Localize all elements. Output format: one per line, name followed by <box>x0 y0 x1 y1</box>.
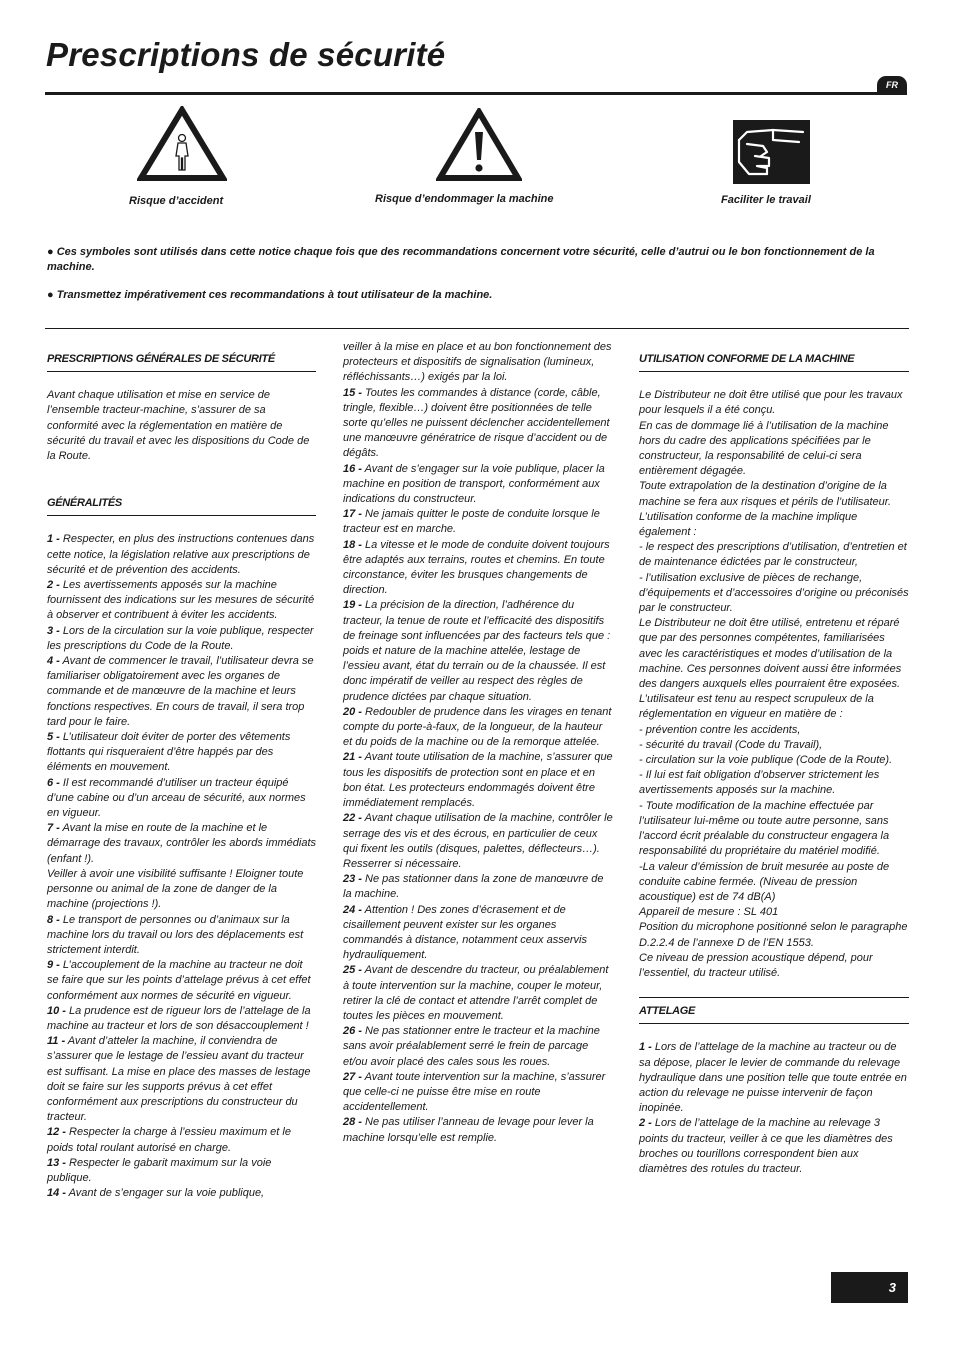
paragraph: En cas de dommage lié à l’utilisation de la machine hors du cadre des applications spécifiées par le constructeur, la responsabilité de celui-ci sera entièrement dégagée. <box>639 419 889 478</box>
section-title-generalities: GÉNÉRALITÉS <box>47 496 316 516</box>
list-item: 21 - Avant toute utilisation de la machine, s’assurer que tous les dispositifs de protection sont en place et en bon état. Les protecteurs endommagés doivent être immédiatement remplacés. <box>343 751 613 810</box>
paragraph: - Toute modification de la machine effectuée par l’utilisateur lui-même ou toute autre personne, sans l’accord écrit préalable du constructeur engagera la responsabilité du propriétaire du matériel modifié. <box>639 799 890 858</box>
paragraph: - l’utilisation exclusive de pièces de rechange, d’équipements et d’accessoires d’origine ou préconisés par le constructeur. <box>639 571 909 615</box>
list-item: 7 - Avant la mise en route de la machine et le démarrage des travaux, contrôler les abords immédiats (enfant !). <box>47 822 317 865</box>
paragraph: L’utilisateur est tenu au respect scrupuleux de la réglementation en vigueur en matière de : <box>639 693 874 721</box>
list-item: 27 - Avant toute intervention sur la machine, s’assurer que celle-ci ne puisse être mise en route accidentellement. <box>343 1070 606 1114</box>
title-rule <box>45 92 907 95</box>
page-title: Prescriptions de sécurité <box>46 36 446 73</box>
paragraph: Le Distributeur ne doit être utilisé, entretenu et réparé que par des personnes compétentes, familiarisées avec les caractéristiques et modes d’utilisation de la machine. Ces personnes doivent aussi être informées des dangers auxquels elles pourraient être exposées. <box>639 617 902 691</box>
continuation-text: veiller à la mise en place et au bon fonctionnement des protecteurs et dispositifs de signalisation (lumineux, réfléchissants…) exigés par la loi. <box>343 341 612 384</box>
list-item: 1 - Respecter, en plus des instructions contenues dans cette notice, la législation relative aux prescriptions de sécurité et de prévention des accidents. <box>47 533 315 576</box>
section-title-general-safety: PRESCRIPTIONS GÉNÉRALES DE SÉCURITÉ <box>47 352 316 372</box>
list-item: 24 - Attention ! Des zones d’écrasement et de cisaillement peuvent exister sur les organes commandés à distance, notamment ceux asservis hydrauliquement. <box>343 903 587 962</box>
paragraph: Position du microphone positionné selon le paragraphe D.2.2.4 de l’annexe D de l’EN 1553. <box>639 921 908 949</box>
list-item: 25 - Avant de descendre du tracteur, ou préalablement à toute intervention sur la machine, couper le moteur, retirer la clé de contact et attendre l’arrêt complet de toutes les pièces en mouvement. <box>343 964 609 1022</box>
section-separator <box>45 328 909 329</box>
list-item: 3 - Lors de la circulation sur la voie publique, respecter les prescriptions du Code de la Route. <box>47 624 314 652</box>
paragraph: Appareil de mesure : SL 401 <box>639 906 779 919</box>
exclamation-warning-icon <box>436 108 522 182</box>
list-item: 12 - Respecter la charge à l’essieu maximum et le poids total roulant autorisé en charge. <box>47 1126 291 1154</box>
list-item: 8 - Le transport de personnes ou d’animaux sur la machine lors du travail ou lors des déplacements est strictement interdit. <box>47 913 304 956</box>
list-item: 2 - Les avertissements apposés sur la machine fournissent des indications sur les mesures de sécurité à observer et contribuent à éviter les accidents. <box>47 579 315 622</box>
paragraph: -La valeur d’émission de bruit mesurée au poste de conduite cabine fermée. (Niveau de pression acoustique) est de 74 dB(A) <box>639 860 890 903</box>
person-warning-icon <box>137 106 227 182</box>
paragraph: Le Distributeur ne doit être utilisé que pour les travaux pour lesquels il a été conçu. <box>639 389 903 417</box>
intro-symbols-note: ● Ces symboles sont utilisés dans cette notice chaque fois que des recommandations concernent votre sécurité, celle d’autrui ou le bon fonctionnement de la machine. <box>47 246 875 273</box>
list-item: 19 - La précision de la direction, l’adhérence du tracteur, la tenue de route et l’efficacité des dispositifs de freinage sont influencées par des facteurs tels que : poids et nature de la machine attelée, lestage de l’essieu avant, état du terrain ou de la chaussée. Il est donc impératif de veiller au respect des règles de prudence dictées par chaque situation. <box>343 599 611 703</box>
section-title-intended-use: UTILISATION CONFORME DE LA MACHINE <box>639 352 909 372</box>
list-item: 23 - Ne pas stationner dans la zone de manœuvre de la machine. <box>343 873 604 901</box>
column-2 <box>343 340 613 1146</box>
paragraph: - le respect des prescriptions d’utilisation, d’entretien et de maintenance édictées par le constructeur, <box>639 541 907 569</box>
list-item: 4 - Avant de commencer le travail, l’utilisateur devra se familiariser obligatoirement avec les organes de commande et de manœuvre de la machine et leurs fonctions respectives. En cours de travail, il sera trop tard pour le faire. <box>47 655 314 728</box>
section-title-hitching: ATTELAGE <box>639 997 909 1024</box>
paragraph: L’utilisation conforme de la machine implique également : <box>639 510 858 539</box>
list-item: 18 - La vitesse et le mode de conduite doivent toujours être adaptés aux terrains, routes et chemins. En toute circonstance, éviter les brusques changements de direction. <box>343 538 610 597</box>
pointing-hand-icon <box>733 120 810 184</box>
intro-transmit-note: ● Transmettez impérativement ces recommandations à tout utilisateur de la machine. <box>47 289 493 301</box>
list-item: 15 - Toutes les commandes à distance (corde, câble, tringle, flexible…) doivent être positionnées de telle sorte qu’elles ne puissent déclencher accidentellement une manœuvre génératrice de risque d’accident ou de dégâts. <box>343 386 610 460</box>
column-1 <box>47 352 316 1201</box>
paragraph: - Il lui est fait obligation d’observer strictement les avertissements apposés sur la machine. <box>639 769 880 797</box>
paragraph: - prévention contre les accidents, <box>639 723 801 736</box>
list-item: 5 - L’utilisateur doit éviter de porter des vêtements flottants qui risqueraient d’être happés par des éléments en mouvement. <box>47 731 291 774</box>
list-item: 2 - Lors de l’attelage de la machine au relevage 3 points du tracteur, veiller à ce que les diamètres des broches ou tourillons correspondent bien aux diamètres des rotules du tracteur. <box>639 1117 893 1175</box>
language-badge: FR <box>877 76 907 94</box>
symbol-caption-facilitate-work: Faciliter le travail <box>721 194 811 206</box>
list-item: 16 - Avant de s’engager sur la voie publique, placer la machine en position de transport, conformément aux indications du constructeur. <box>343 462 605 506</box>
symbol-caption-machine-damage: Risque d’endommager la machine <box>375 193 554 205</box>
list-item: 28 - Ne pas utiliser l’anneau de levage pour lever la machine lorsqu’elle est remplie. <box>343 1116 594 1144</box>
list-item: 9 - L’accouplement de la machine au tracteur ne doit se faire que sur les points d’attelage prévus à cet effet conformément aux normes de sécurité en vigueur. <box>47 959 311 1002</box>
list-item: 13 - Respecter le gabarit maximum sur la voie publique. <box>47 1156 272 1184</box>
column-3 <box>639 352 909 1177</box>
general-safety-text: Avant chaque utilisation et mise en service de l’ensemble tracteur-machine, s’assurer de sa conformité avec la réglementation en matière de sécurité du travail et avec les dispositions du Code de la Route. <box>47 389 310 463</box>
symbol-caption-accident: Risque d’accident <box>129 195 224 207</box>
list-item: 10 - La prudence est de rigueur lors de l’attelage de la machine au tracteur et lors de son désaccouplement ! <box>47 1004 311 1032</box>
page-number: 3 <box>831 1272 908 1303</box>
list-item: 11 - Avant d’atteler la machine, il conviendra de s’assurer que le lestage de l’essieu avant du tracteur est suffisant. La mise en place des masses de lestage doit se faire sur les supports prévus à cet effet conformément aux prescriptions du constructeur du tracteur. <box>47 1035 311 1124</box>
list-item-extra: Veiller à avoir une visibilité suffisante ! Eloigner toute personne ou animal de la zone de danger de la machine (projections !). <box>47 867 304 911</box>
list-item: 20 - Redoubler de prudence dans les virages en tenant compte du porte-à-faux, de la longueur, de la hauteur et du poids de la machine ou de la remorque attelée. <box>343 705 612 749</box>
list-item: 22 - Avant chaque utilisation de la machine, contrôler le serrage des vis et des écrous, en particulier de ceux qui fixent les outils (disques, palettes, déflecteurs…). Resserrer si nécessaire. <box>343 812 613 870</box>
list-item: 14 - Avant de s’engager sur la voie publique, <box>47 1187 265 1200</box>
paragraph: Ce niveau de pression acoustique dépend, pour l’essentiel, du tracteur utilisé. <box>639 951 873 979</box>
list-item: 1 - Lors de l’attelage de la machine au tracteur ou de sa dépose, placer le levier de commande du relevage hydraulique dans une position telle que toute entrée en action du relevage ne puisse intervenir de façon inopinée. <box>639 1041 907 1115</box>
list-item: 17 - Ne jamais quitter le poste de conduite lorsque le tracteur est en marche. <box>343 508 600 536</box>
paragraph: - sécurité du travail (Code du Travail), <box>639 738 823 751</box>
paragraph: - circulation sur la voie publique (Code de la Route). <box>639 754 893 767</box>
paragraph: Toute extrapolation de la destination d’origine de la machine se fera aux risques et périls de l’utilisateur. <box>639 480 892 508</box>
list-item: 6 - Il est recommandé d’utiliser un tracteur équipé d’une cabine ou d’un arceau de sécurité, aux normes en vigueur. <box>47 776 306 820</box>
list-item: 26 - Ne pas stationner entre le tracteur et la machine sans avoir préalablement serré le frein de parcage et/ou avoir placé des cales sous les roues. <box>343 1025 600 1068</box>
